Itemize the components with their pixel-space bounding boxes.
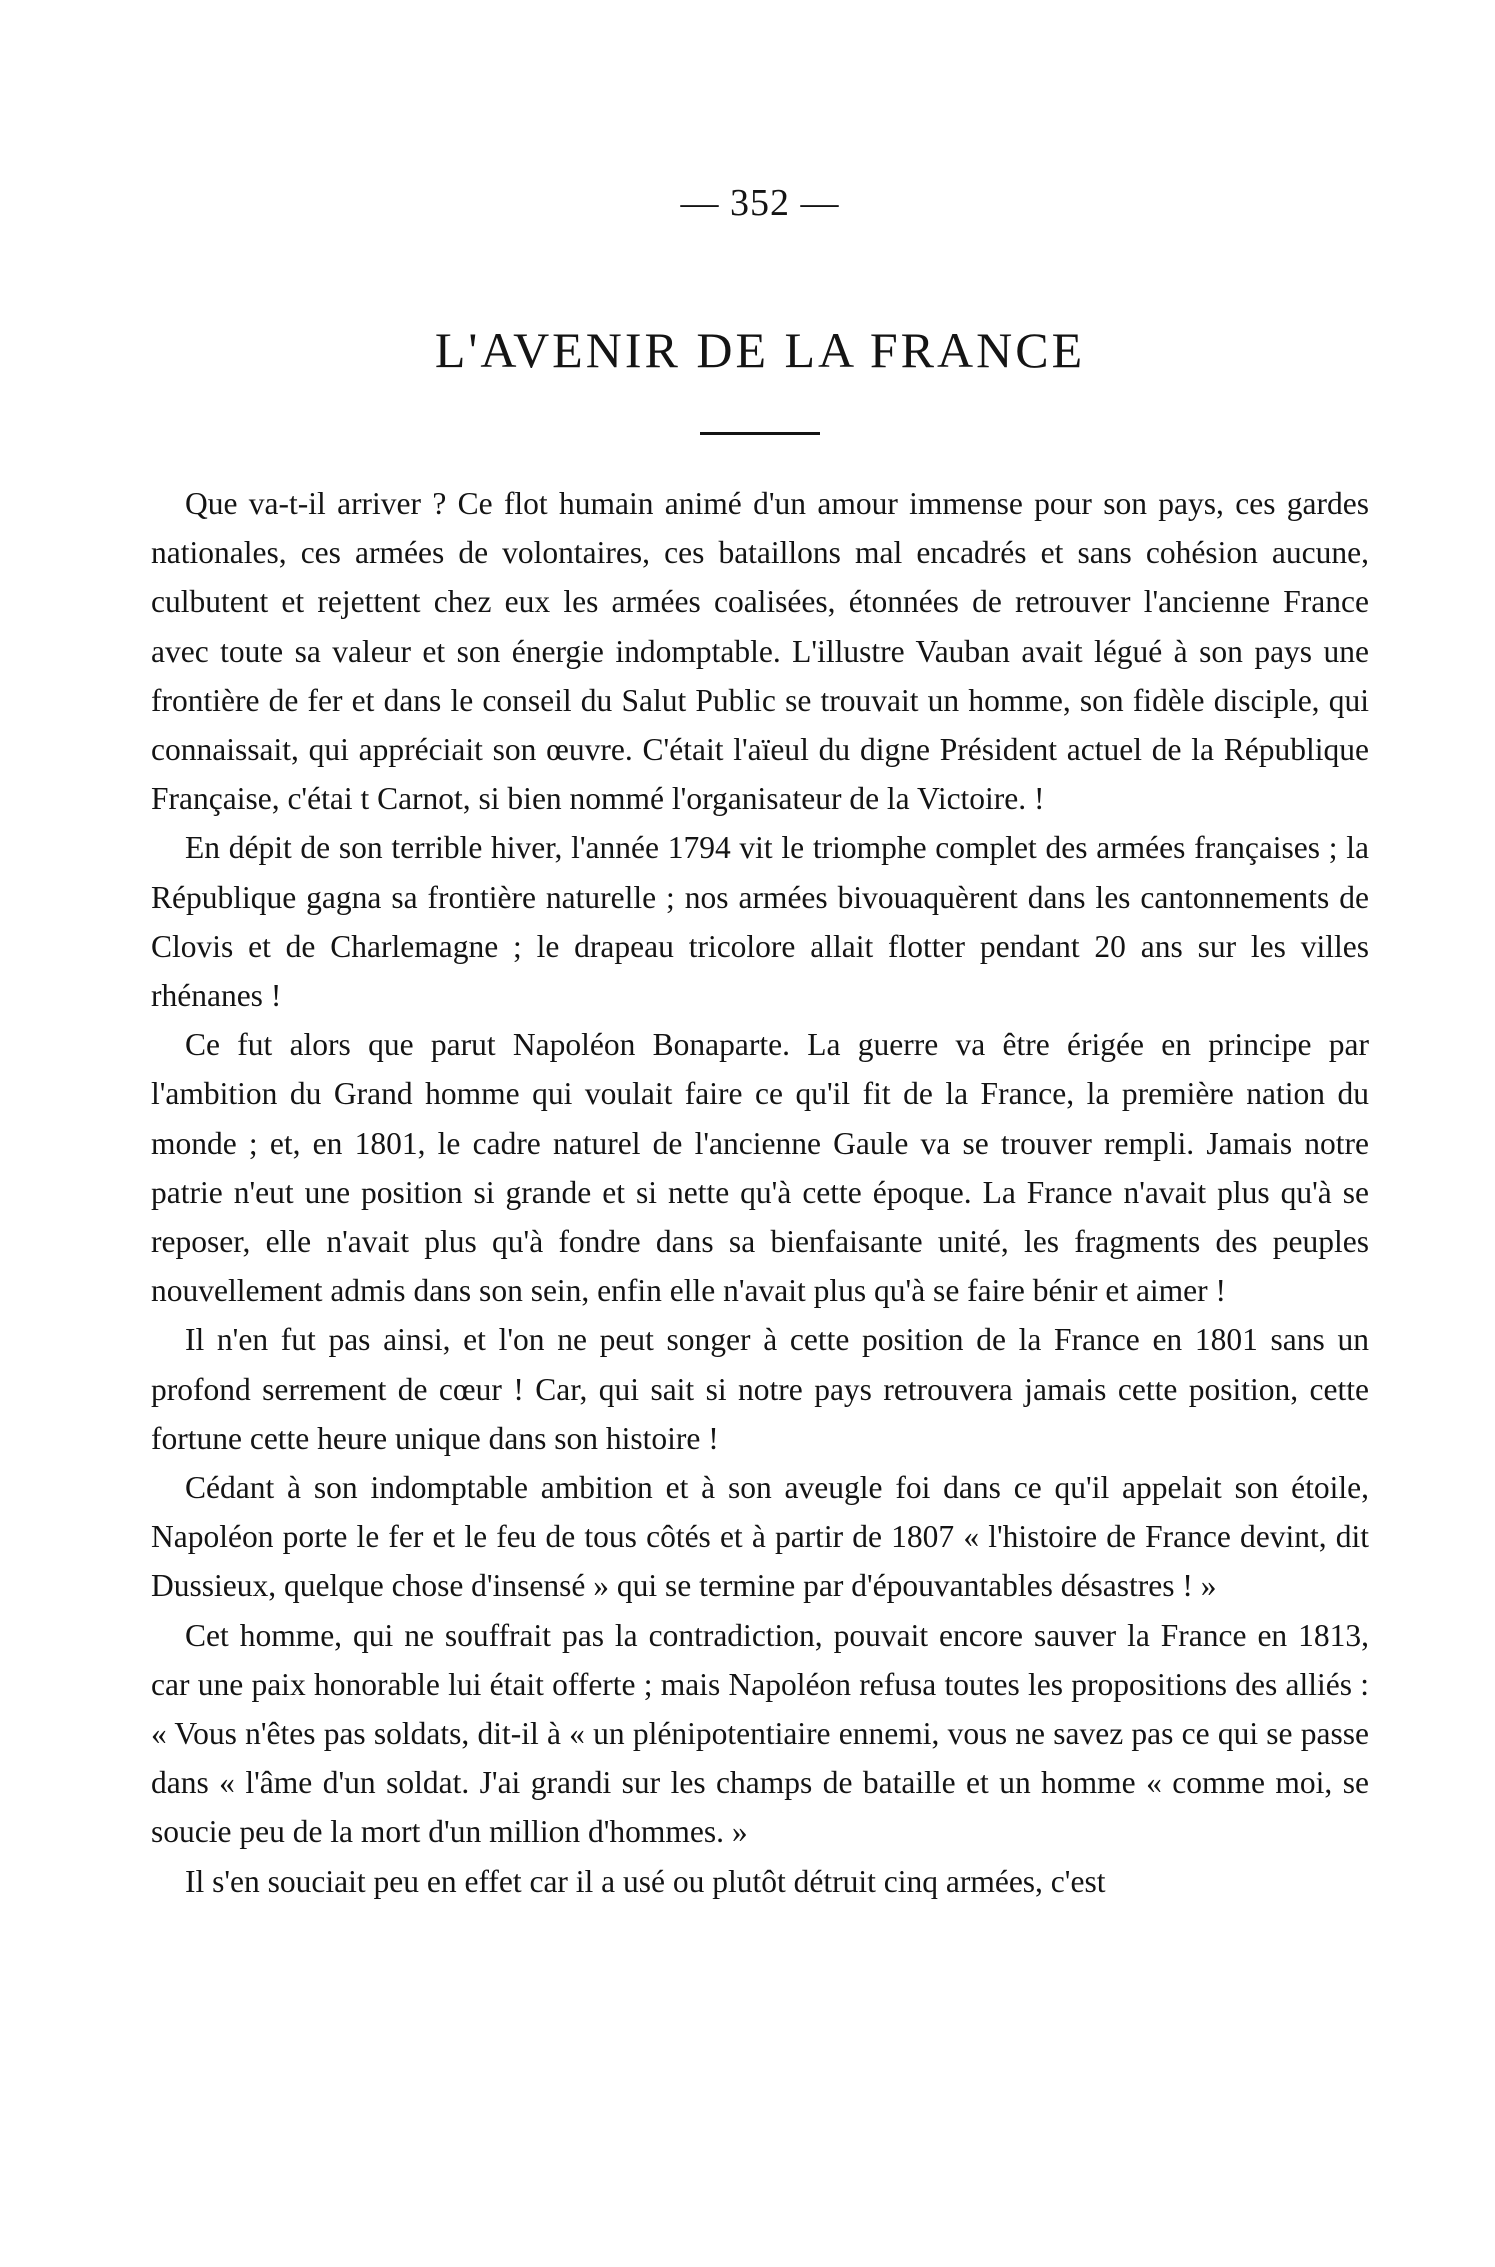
body-text (151, 479, 1369, 1906)
title-divider (700, 432, 820, 435)
page-number: — 352 — (680, 182, 840, 224)
paragraph: Il s'en souciait peu en effet car il a usé ou plutôt détruit cinq armées, c'est (185, 1863, 1106, 1899)
paragraph: Ce fut alors que parut Napoléon Bonaparte. La guerre va être érigée en principe par l'ambition du Grand homme qui voulait faire ce qu'il fit de la France, la première nation du monde ; et, en 1801, le cadre naturel de l'ancienne Gaule va se trouver rempli. Jamais notre patrie n'eut une position si grande et si nette qu'à cette époque. La France n'avait plus qu'à se reposer, elle n'avait plus qu'à fondre dans sa bienfaisante unité, les fragments des peuples nouvellement admis dans son sein, enfin elle n'avait plus qu'à se faire bénir et aimer ! (151, 1027, 1369, 1309)
document-page (151, 180, 1369, 1906)
chapter-title: L'AVENIR DE LA FRANCE (434, 322, 1086, 378)
paragraph: Cet homme, qui ne souffrait pas la contradiction, pouvait encore sauver la France en 1813, car une paix honorable lui était offerte ; mais Napoléon refusa toutes les propositions des alliés : « Vous n'êtes pas soldats, dit-il à « un plénipotentiaire ennemi, vous ne savez pas ce qui se passe dans « l'âme d'un soldat. J'ai grandi sur les champs de bataille et un homme « comme moi, se soucie peu de la mort d'un million d'hommes. » (151, 1617, 1369, 1850)
paragraph: Il n'en fut pas ainsi, et l'on ne peut songer à cette position de la France en 1801 sans un profond serrement de cœur ! Car, qui sait si notre pays retrouvera jamais cette position, cette fortune cette heure unique dans son histoire ! (151, 1322, 1369, 1456)
paragraph: Cédant à son indomptable ambition et à son aveugle foi dans ce qu'il appelait son étoile, Napoléon porte le fer et le feu de tous côtés et à partir de 1807 « l'histoire de France devint, dit Dussieux, quelque chose d'insensé » qui se termine par d'épouvantables désastres ! » (151, 1470, 1369, 1604)
paragraph: En dépit de son terrible hiver, l'année 1794 vit le triomphe complet des armées françaises ; la République gagna sa frontière naturelle ; nos armées bivouaquèrent dans les cantonnements de Clovis et de Charlemagne ; le drapeau tricolore allait flotter pendant 20 ans sur les villes rhénanes ! (151, 830, 1369, 1014)
paragraph: Que va-t-il arriver ? Ce flot humain animé d'un amour immense pour son pays, ces gardes nationales, ces armées de volontaires, ces bataillons mal encadrés et sans cohésion aucune, culbutent et rejettent chez eux les armées coalisées, étonnées de retrouver l'ancienne France avec toute sa valeur et son énergie indomptable. L'illustre Vauban avait légué à son pays une frontière de fer et dans le conseil du Salut Public se trouvait un homme, son fidèle disciple, qui connaissait, qui appréciait son œuvre. C'était l'aïeul du digne Président actuel de la République Française, c'étai t Carnot, si bien nommé l'organisateur de la Victoire. ! (151, 486, 1369, 817)
